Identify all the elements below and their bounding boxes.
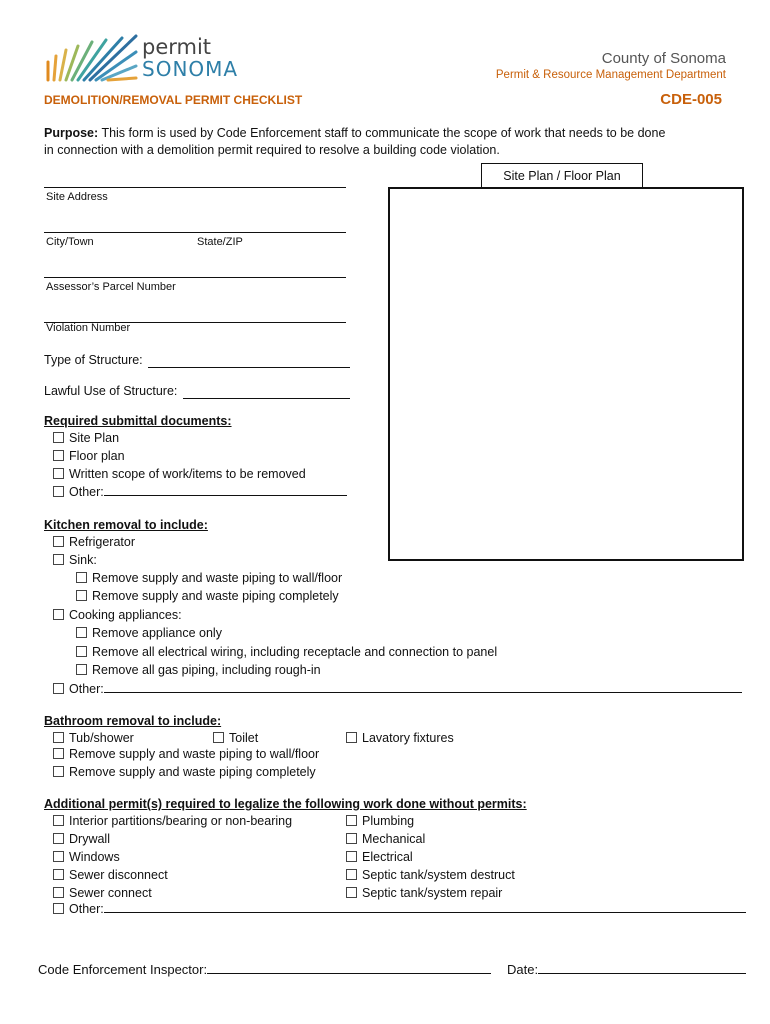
bathroom-item[interactable]: Lavatory fixtures [346,730,454,746]
bathroom-item[interactable]: Tub/shower [53,730,134,746]
checkbox[interactable] [213,732,224,743]
additional-item[interactable]: Septic tank/system destruct [346,867,515,883]
purpose-label: Purpose: [44,126,99,140]
kitchen-item[interactable]: Refrigerator [53,534,135,550]
additional-header: Additional permit(s) required to legalize the following work done without permits: [44,797,527,811]
checkbox[interactable] [53,609,64,620]
date-label: Date: [507,962,539,977]
additional-other-input[interactable] [104,901,746,913]
additional-item[interactable]: Other: [53,901,746,917]
checkbox[interactable] [53,432,64,443]
checkbox[interactable] [53,554,64,565]
checkbox[interactable] [53,748,64,759]
bathroom-item[interactable]: Remove supply and waste piping completely [53,764,316,780]
city-label: City/Town [46,236,94,248]
additional-item[interactable]: Sewer connect [53,885,152,901]
bathroom-item[interactable]: Remove supply and waste piping to wall/floor [53,746,319,762]
checkbox[interactable] [346,869,357,880]
checkbox[interactable] [53,468,64,479]
additional-item[interactable]: Interior partitions/bearing or non-bearing [53,813,292,829]
kitchen-item[interactable]: Other: [53,681,742,697]
additional-item[interactable]: Windows [53,849,120,865]
checkbox[interactable] [53,851,64,862]
inspector-input[interactable] [207,962,491,974]
checkbox[interactable] [53,683,64,694]
checkbox[interactable] [53,869,64,880]
checkbox[interactable] [346,887,357,898]
apn-input[interactable] [44,277,346,278]
kitchen-subitem[interactable]: Remove supply and waste piping completely [76,588,339,604]
checkbox[interactable] [76,590,87,601]
site-plan-tab [481,163,643,188]
checkbox[interactable] [53,486,64,497]
kitchen-subitem[interactable]: Remove supply and waste piping to wall/floor [76,570,342,586]
kitchen-item[interactable]: Sink: [53,552,97,568]
checkbox[interactable] [76,627,87,638]
submittal-header: Required submittal documents: [44,414,232,428]
form-code: CDE-005 [660,91,722,108]
kitchen-other-input[interactable] [104,681,742,693]
checkbox[interactable] [53,766,64,777]
logo-sonoma-text: SONOMA [142,57,239,81]
lawful-use-label: Lawful Use of Structure: [44,384,178,398]
checkbox[interactable] [346,732,357,743]
checkbox[interactable] [53,536,64,547]
county-name: County of Sonoma [601,50,726,67]
lawful-use-input[interactable] [183,398,350,399]
logo-permit-text: permit [142,35,212,59]
department-name: Permit & Resource Management Department [495,69,726,81]
checkbox[interactable] [346,851,357,862]
form-title: DEMOLITION/REMOVAL PERMIT CHECKLIST [44,93,303,107]
submittal-item[interactable]: Floor plan [53,448,125,464]
site-plan-label: Site Plan / Floor Plan [503,169,621,183]
site-plan-drawing-area[interactable] [388,187,744,561]
checkbox[interactable] [76,572,87,583]
kitchen-item[interactable]: Cooking appliances: [53,607,182,623]
checkbox[interactable] [346,815,357,826]
city-state-input[interactable] [44,232,346,233]
additional-item[interactable]: Plumbing [346,813,414,829]
submittal-other-input[interactable] [104,484,347,496]
type-structure-input[interactable] [148,367,350,368]
site-address-input[interactable] [44,187,346,188]
violation-number-label: Violation Number [46,322,131,334]
site-address-label: Site Address [46,191,108,203]
submittal-item[interactable]: Other: [53,484,347,500]
checkbox[interactable] [53,732,64,743]
kitchen-subitem[interactable]: Remove appliance only [76,625,222,641]
apn-label: Assessor’s Parcel Number [46,281,176,293]
checkbox[interactable] [53,903,64,914]
type-structure-label: Type of Structure: [44,353,143,367]
kitchen-header: Kitchen removal to include: [44,518,208,532]
date-input[interactable] [538,962,746,974]
checkbox[interactable] [346,833,357,844]
checkbox[interactable] [53,833,64,844]
sunburst-icon [44,22,140,84]
submittal-item[interactable]: Site Plan [53,430,119,446]
additional-item[interactable]: Septic tank/system repair [346,885,502,901]
additional-item[interactable]: Mechanical [346,831,425,847]
additional-item[interactable]: Sewer disconnect [53,867,168,883]
checkbox[interactable] [76,646,87,657]
submittal-item[interactable]: Written scope of work/items to be removed [53,466,306,482]
inspector-label: Code Enforcement Inspector: [38,962,208,977]
inspector-signature [38,962,491,978]
additional-item[interactable]: Electrical [346,849,413,865]
permit-sonoma-logo [44,22,244,84]
kitchen-subitem[interactable]: Remove all electrical wiring, including receptacle and connection to panel [76,644,497,660]
state-zip-label: State/ZIP [197,236,243,248]
purpose-line-1: This form is used by Code Enforcement staff to communicate the scope of work that needs to be done [101,126,666,140]
purpose-line-2: in connection with a demolition permit required to resolve a building code violation. [44,143,500,157]
checkbox[interactable] [53,815,64,826]
bathroom-header: Bathroom removal to include: [44,714,222,728]
additional-item[interactable]: Drywall [53,831,110,847]
checkbox[interactable] [53,450,64,461]
bathroom-item[interactable]: Toilet [213,730,258,746]
checkbox[interactable] [76,664,87,675]
checkbox[interactable] [53,887,64,898]
kitchen-subitem[interactable]: Remove all gas piping, including rough-in [76,662,321,678]
purpose-text [44,125,734,159]
date-signature [507,962,746,978]
